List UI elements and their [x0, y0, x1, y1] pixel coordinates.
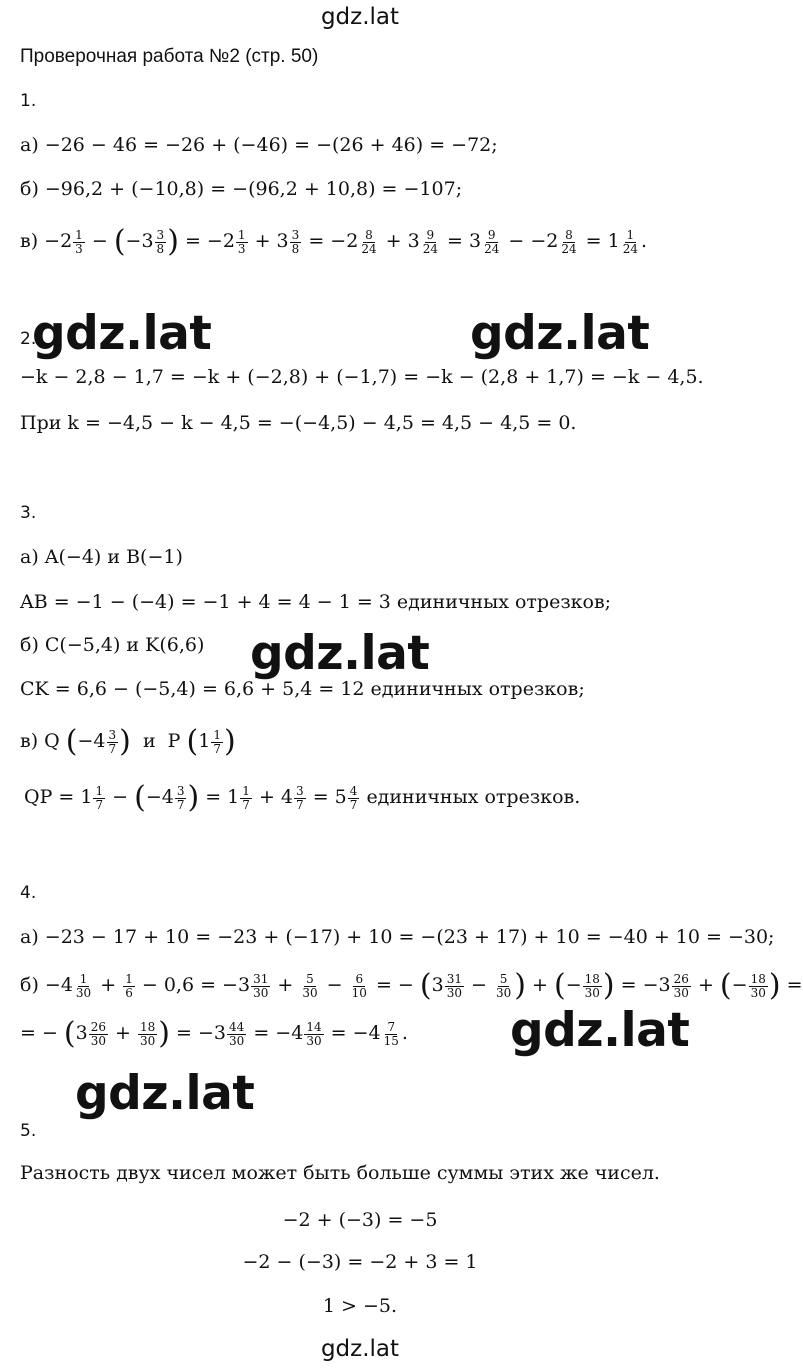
task-5-number: 5.: [20, 1121, 37, 1141]
task-4b-line-1: б) −4 $\frac{1}{30}$ + $\frac{1}{6}$ − 0,6 = −3 $\frac{31}{30}$ + $\frac{5}{30}$ − $\frac{6}{10}$ = − (3 $\frac{31}{30}$ − $\frac{5}{30}$ ) + (− $\frac{18}{30}$ ) = −3 $\frac{26}{30}$ + (− $\frac{18}{30}$ ) =: [20, 968, 803, 1003]
task-4a: а) −23 − 17 + 10 = −23 + (−17) + 10 = −(23 + 17) + 10 = −40 + 10 = −30;: [20, 926, 775, 948]
task-3b-distance: CK = 6,6 − (−5,4) = 6,6 + 5,4 = 12 единичных отрезков;: [20, 678, 585, 700]
task-1b: б) −96,2 + (−10,8) = −(96,2 + 10,8) = −107;: [20, 178, 463, 200]
task-2-number: 2.: [20, 329, 37, 349]
task-1c-label: в): [20, 230, 39, 252]
watermark-large-5: gdz.lat: [75, 1066, 255, 1121]
task-3b-points: б) C(−5,4) и K(6,6): [20, 634, 205, 656]
task-2-line-2: При k = −4,5 − k − 4,5 = −(−4,5) − 4,5 = 4,5 − 4,5 = 0.: [20, 412, 577, 434]
watermark-large-2: gdz.lat: [470, 306, 650, 361]
task-5-eq-1: −2 + (−3) = −5: [282, 1209, 438, 1231]
task-3c-unit: единичных отрезков.: [366, 786, 581, 808]
watermark-bottom: gdz.lat: [320, 1336, 400, 1362]
watermark-top: gdz.lat: [320, 4, 400, 30]
task-3-number: 3.: [20, 503, 37, 523]
task-3a-distance: AB = −1 − (−4) = −1 + 4 = 4 − 1 = 3 единичных отрезков;: [20, 591, 612, 613]
task-4b-line-2: = − (3 $\frac{26}{30}$ + $\frac{18}{30}$ ) = −3 $\frac{44}{30}$ = −4 $\frac{14}{30}$ = −4 $\frac{7}{15}$ .: [20, 1016, 408, 1051]
task-3a-points: а) A(−4) и B(−1): [20, 546, 183, 568]
task-1-number: 1.: [20, 91, 37, 111]
task-3c-points: в) Q (−4 $\frac{3}{7}$ ) и P (1 $\frac{1}{7}$ ): [20, 724, 236, 759]
task-4b-label: б): [20, 974, 39, 996]
task-3c-label: в): [20, 730, 39, 752]
task-5-eq-2: −2 − (−3) = −2 + 3 = 1: [242, 1251, 478, 1273]
task-5-eq-3: 1 > −5.: [322, 1295, 398, 1317]
watermark-large-1: gdz.lat: [32, 306, 212, 361]
watermark-large-4: gdz.lat: [510, 1003, 690, 1058]
task-1a: а) −26 − 46 = −26 + (−46) = −(26 + 46) = −72;: [20, 134, 498, 156]
page-title: Проверочная работа №2 (стр. 50): [20, 46, 319, 67]
task-3c-distance: QP = 1 $\frac{1}{7}$ − (−4 $\frac{3}{7}$ ) = 1 $\frac{1}{7}$ + 4 $\frac{3}{7}$ = 5 $\frac{4}{7}$ единичных отрезков.: [24, 780, 581, 815]
task-2-line-1: −k − 2,8 − 1,7 = −k + (−2,8) + (−1,7) = −k − (2,8 + 1,7) = −k − 4,5.: [20, 366, 704, 388]
task-4-number: 4.: [20, 883, 37, 903]
task-5-statement: Разность двух чисел может быть больше суммы этих же чисел.: [20, 1162, 660, 1184]
watermark-large-3: gdz.lat: [250, 626, 430, 681]
task-1c: в) −2 $\frac{1}{3}$ − (−3 $\frac{3}{8}$ ) = −2 $\frac{1}{3}$ + 3 $\frac{3}{8}$ = −2 $\frac{8}{24}$ + 3 $\frac{9}{24}$ = 3 $\frac{9}{24}$ − −2 $\frac{8}{24}$ = 1 $\frac{1}{24}$ .: [20, 224, 648, 259]
